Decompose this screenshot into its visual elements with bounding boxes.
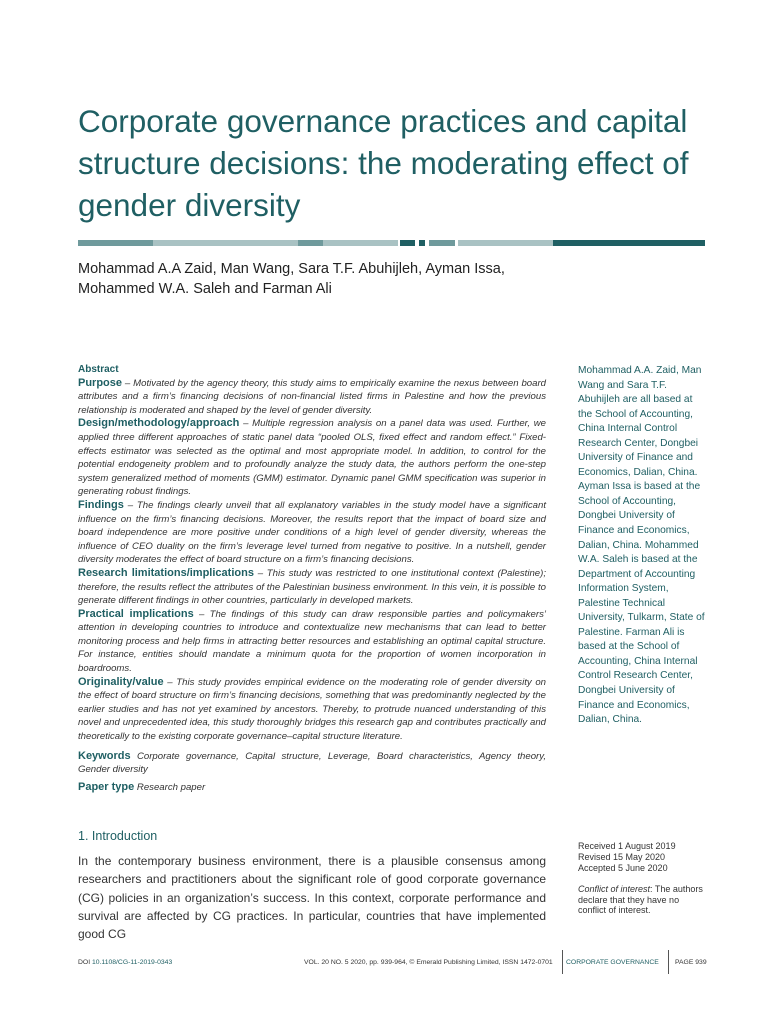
section-label: Paper type <box>78 780 135 793</box>
section-text: – The findings of this study can draw responsible parties and policymakers’ attention in developing countries to introduce and contextualize new mechanisms that can lead to better monitoring process and help firms in attracting better resources and establishing an optimal capital structure. For instance, entities should mandate a minimum quota for the proportion of women incorporation in boardrooms. <box>78 608 546 675</box>
section-label: Findings <box>78 498 124 511</box>
rule-segment <box>429 240 455 246</box>
journal-name: CORPORATE GOVERNANCE <box>566 959 659 966</box>
section-text: – Motivated by the agency theory, this study aims to empirically examine the nexus between board attributes and a firm’s financing decisions of non-financial listed firms in Palestine and how the previous relationship is moderated and shaped by the level of gender diversity. <box>78 377 546 416</box>
section-text: Research paper <box>134 781 206 793</box>
footer-divider <box>562 950 563 974</box>
abstract-findings <box>78 499 546 567</box>
article-title: Corporate governance practices and capital structure decisions: the moderating effect of gender diversity <box>78 103 689 223</box>
page-footer <box>78 957 708 973</box>
abstract <box>78 363 546 794</box>
volume-info: VOL. 20 NO. 5 2020, pp. 939-964, © Emerald Publishing Limited, ISSN 1472-0701 <box>304 959 553 966</box>
author-affiliations: Mohammad A.A. Zaid, Man Wang and Sara T.F. Abuhijleh are all based at the School of Accounting, China Internal Control Research Center, Dongbei University of Finance and Economics, Dalian, China. Ayman Issa is based at the School of Accounting, Dongbei University of Finance and Economics, Dalian, China. Mohammed W.A. Saleh is based at the Department of Accounting Information System, Palestine Technical University, Tulkarm, State of Palestine. Farman Ali is based at the School of Accounting, China Internal Control Research Center, Dongbei University of Finance and Economics, Dalian, China. <box>578 365 705 726</box>
author-line: Mohammed W.A. Saleh and Farman Ali <box>78 281 332 297</box>
doi-label: DOI <box>78 959 92 966</box>
abstract-practical <box>78 608 546 676</box>
received-date: Received 1 August 2019 <box>578 841 676 851</box>
rule-segment <box>400 240 415 246</box>
conflict-of-interest <box>578 884 708 916</box>
article-history <box>578 841 708 874</box>
rule-segment <box>419 240 425 246</box>
section-text: – The findings clearly unveil that all explanatory variables in the study model have a significant influence on the firm’s financing decisions. Moreover, the results report that the impact of board size and board independence are more positive under conditions of a high level of gender diversity, whereas the influence of CEO duality on the firm’s leverage level turned from negative to positive. In a nutshell, gender diversity moderates the effect of board structure on a firm’s financing decisions. <box>78 499 546 566</box>
rule-segment <box>553 240 705 246</box>
rule-segment <box>458 240 553 246</box>
conflict-label: Conflict of interest <box>578 884 651 894</box>
doi <box>78 959 172 966</box>
section-text: – This study was restricted to one institutional context (Palestine); therefore, the results reflect the attributes of the Palestinian business environment. In this vein, it is possible to generate different findings in other countries, particularly in developed markets. <box>78 567 546 607</box>
doi-link[interactable]: 10.1108/CG-11-2019-0343 <box>91 959 173 966</box>
rule-segment <box>323 240 398 246</box>
title-rule <box>78 240 705 246</box>
section-label: Design/methodology/approach <box>78 417 240 430</box>
rule-segment <box>298 240 323 246</box>
section-label: Originality/value <box>78 675 164 688</box>
abstract-paper-type <box>78 781 546 795</box>
section-label: Keywords <box>78 749 131 762</box>
rule-segment <box>78 240 153 246</box>
abstract-purpose <box>78 377 546 418</box>
page-number: PAGE 939 <box>675 959 707 966</box>
author-line: Mohammad A.A Zaid, Man Wang, Sara T.F. Abuhijleh, Ayman Issa, <box>78 261 505 277</box>
section-text: – Multiple regression analysis on a panel data was used. Further, we applied three different approaches of static panel data “pooled OLS, fixed effect and random effect.” Fixed-effects estimator was selected as the optimal and most appropriate model. In addition, to control for the potential endogeneity problem and to profoundly analyze the study data, the authors perform the one-step system generalized method of moments (GMM) estimator. Dynamic panel GMM specification was superior in generating robust findings. <box>78 418 546 498</box>
section-label: Research limitations/implications <box>78 566 254 579</box>
introduction-paragraph: In the contemporary business environment, there is a plausible consensus among researchers and practitioners about the significant role of good corporate governance (CG) policies in an organization’s success. In this context, corporate performance and survival are affected by CG practices. In particular, countries that have implemented good CG <box>78 854 546 942</box>
abstract-originality <box>78 676 546 744</box>
author-list <box>78 259 578 299</box>
abstract-limitations <box>78 567 546 608</box>
conflict-text: : The authors declare that they have no conflict of interest. <box>578 884 703 915</box>
abstract-design <box>78 417 546 499</box>
abstract-keywords <box>78 750 546 777</box>
section-label: Practical implications <box>78 607 194 620</box>
section-label: Purpose <box>78 376 123 389</box>
revised-date: Revised 15 May 2020 <box>578 852 666 862</box>
accepted-date: Accepted 5 June 2020 <box>578 863 668 873</box>
section-text: Corporate governance, Capital structure, Leverage, Board characteristics, Agency theory, Gender diversity <box>78 750 546 776</box>
rule-segment <box>153 240 298 246</box>
footer-divider <box>668 950 669 974</box>
section-text: – This study provides empirical evidence on the moderating role of gender diversity on the effect of board structure on firm’s financing decisions, something that was predominantly neglected by the earlier studies and has not yet examined by ancestors. Thereby, to protrude nuanced understanding of this novel and unprecedented idea, this study thoroughly bridges this research gap and contributes practically and theoretically to the existing corporate governance–capital structure literature. <box>78 676 546 743</box>
abstract-heading: Abstract <box>78 364 119 375</box>
section-heading-introduction: 1. Introduction <box>78 829 158 843</box>
